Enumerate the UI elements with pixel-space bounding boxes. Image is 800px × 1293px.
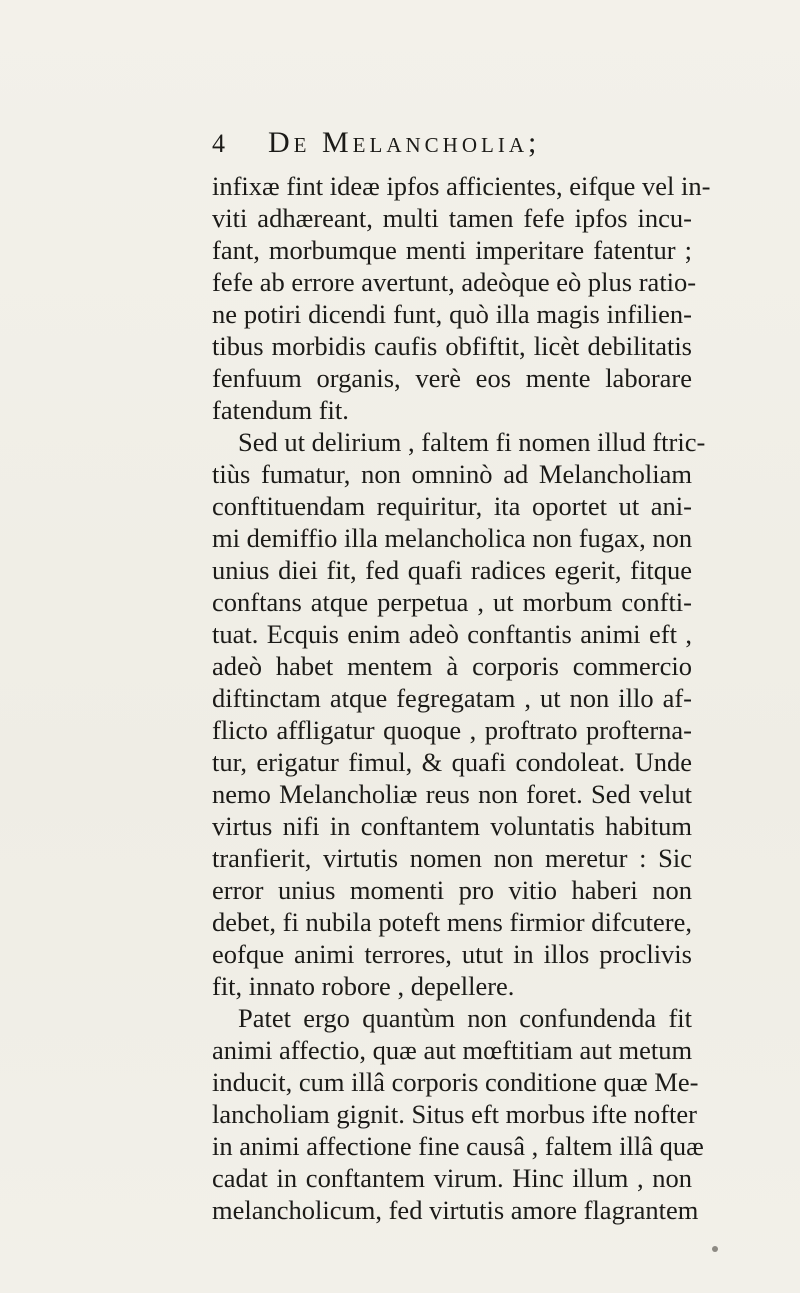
text-line: melancholicum, fed virtutis amore flagrantem [212, 1195, 699, 1225]
page-number: 4 [212, 129, 226, 158]
text-line: animi affectio, quæ aut mœftitiam aut metum [212, 1035, 693, 1065]
text-line: unius diei fit, fed quafi radices egerit, fitque [212, 555, 692, 585]
text-line: fit, innato robore , depellere. [212, 971, 515, 1001]
text-line: in animi affectione fine causâ , faltem illâ quæ [212, 1131, 704, 1161]
text-line: lancholiam gignit. Situs eft morbus ifte nofter [212, 1099, 698, 1129]
text-line: cadat in conftantem virum. Hinc illum , non [212, 1163, 692, 1193]
ink-speck [712, 1246, 718, 1252]
text-line: infixæ fint ideæ ipfos afficientes, eifque vel in- [212, 171, 711, 201]
text-line: adeò habet mentem à corporis commercio [212, 651, 692, 681]
text-line: virtus nifi in conftantem voluntatis habitum [212, 811, 692, 841]
text-line: fenfuum organis, verè eos mente laborare [212, 363, 692, 393]
text-line: error unius momenti pro vitio haberi non [212, 875, 692, 905]
running-title: De Melancholia; [268, 126, 541, 159]
text-line: conftituendam requiritur, ita oportet ut ani- [212, 491, 692, 521]
text-line: fatendum fit. [212, 395, 349, 425]
text-line: fant, morbumque menti imperitare fatentur ; [212, 235, 692, 265]
text-line: conftans atque perpetua , ut morbum confti- [212, 587, 692, 617]
text-line: mi demiffio illa melancholica non fugax, non [212, 523, 693, 553]
paragraph-start-line: Sed ut delirium , faltem fi nomen illud ftric- [238, 427, 706, 457]
text-line: ne potiri dicendi funt, quò illa magis infilien- [212, 299, 692, 329]
text-line: nemo Melancholiæ reus non foret. Sed velut [212, 779, 692, 809]
text-line: tur, erigatur fimul, & quafi condoleat. Unde [212, 747, 692, 777]
text-line: eofque animi terrores, utut in illos proclivis [212, 939, 692, 969]
text-line: tibus morbidis caufis obfiftit, licèt debilitatis [212, 331, 692, 361]
text-line: tranfierit, virtutis nomen non meretur : Sic [212, 843, 692, 873]
text-line: fefe ab errore avertunt, adeòque eò plus ratio- [212, 267, 697, 297]
text-line: inducit, cum illâ corporis conditione quæ Me- [212, 1067, 699, 1097]
text-line: viti adhæreant, multi tamen fefe ipfos incu- [212, 203, 692, 233]
body-text [212, 170, 711, 1226]
text-line: tuat. Ecquis enim adeò conftantis animi eft , [212, 619, 692, 649]
text-line: flicto affligatur quoque , proftrato profterna- [212, 715, 692, 745]
text-line: diftinctam atque fegregatam , ut non illo af- [212, 683, 692, 713]
text-line: debet, fi nubila poteft mens firmior difcutere, [212, 907, 692, 937]
running-head [212, 126, 682, 162]
text-line: tiùs fumatur, non omninò ad Melancholiam [212, 459, 692, 489]
paragraph-start-line: Patet ergo quantùm non confundenda fit [238, 1003, 692, 1033]
